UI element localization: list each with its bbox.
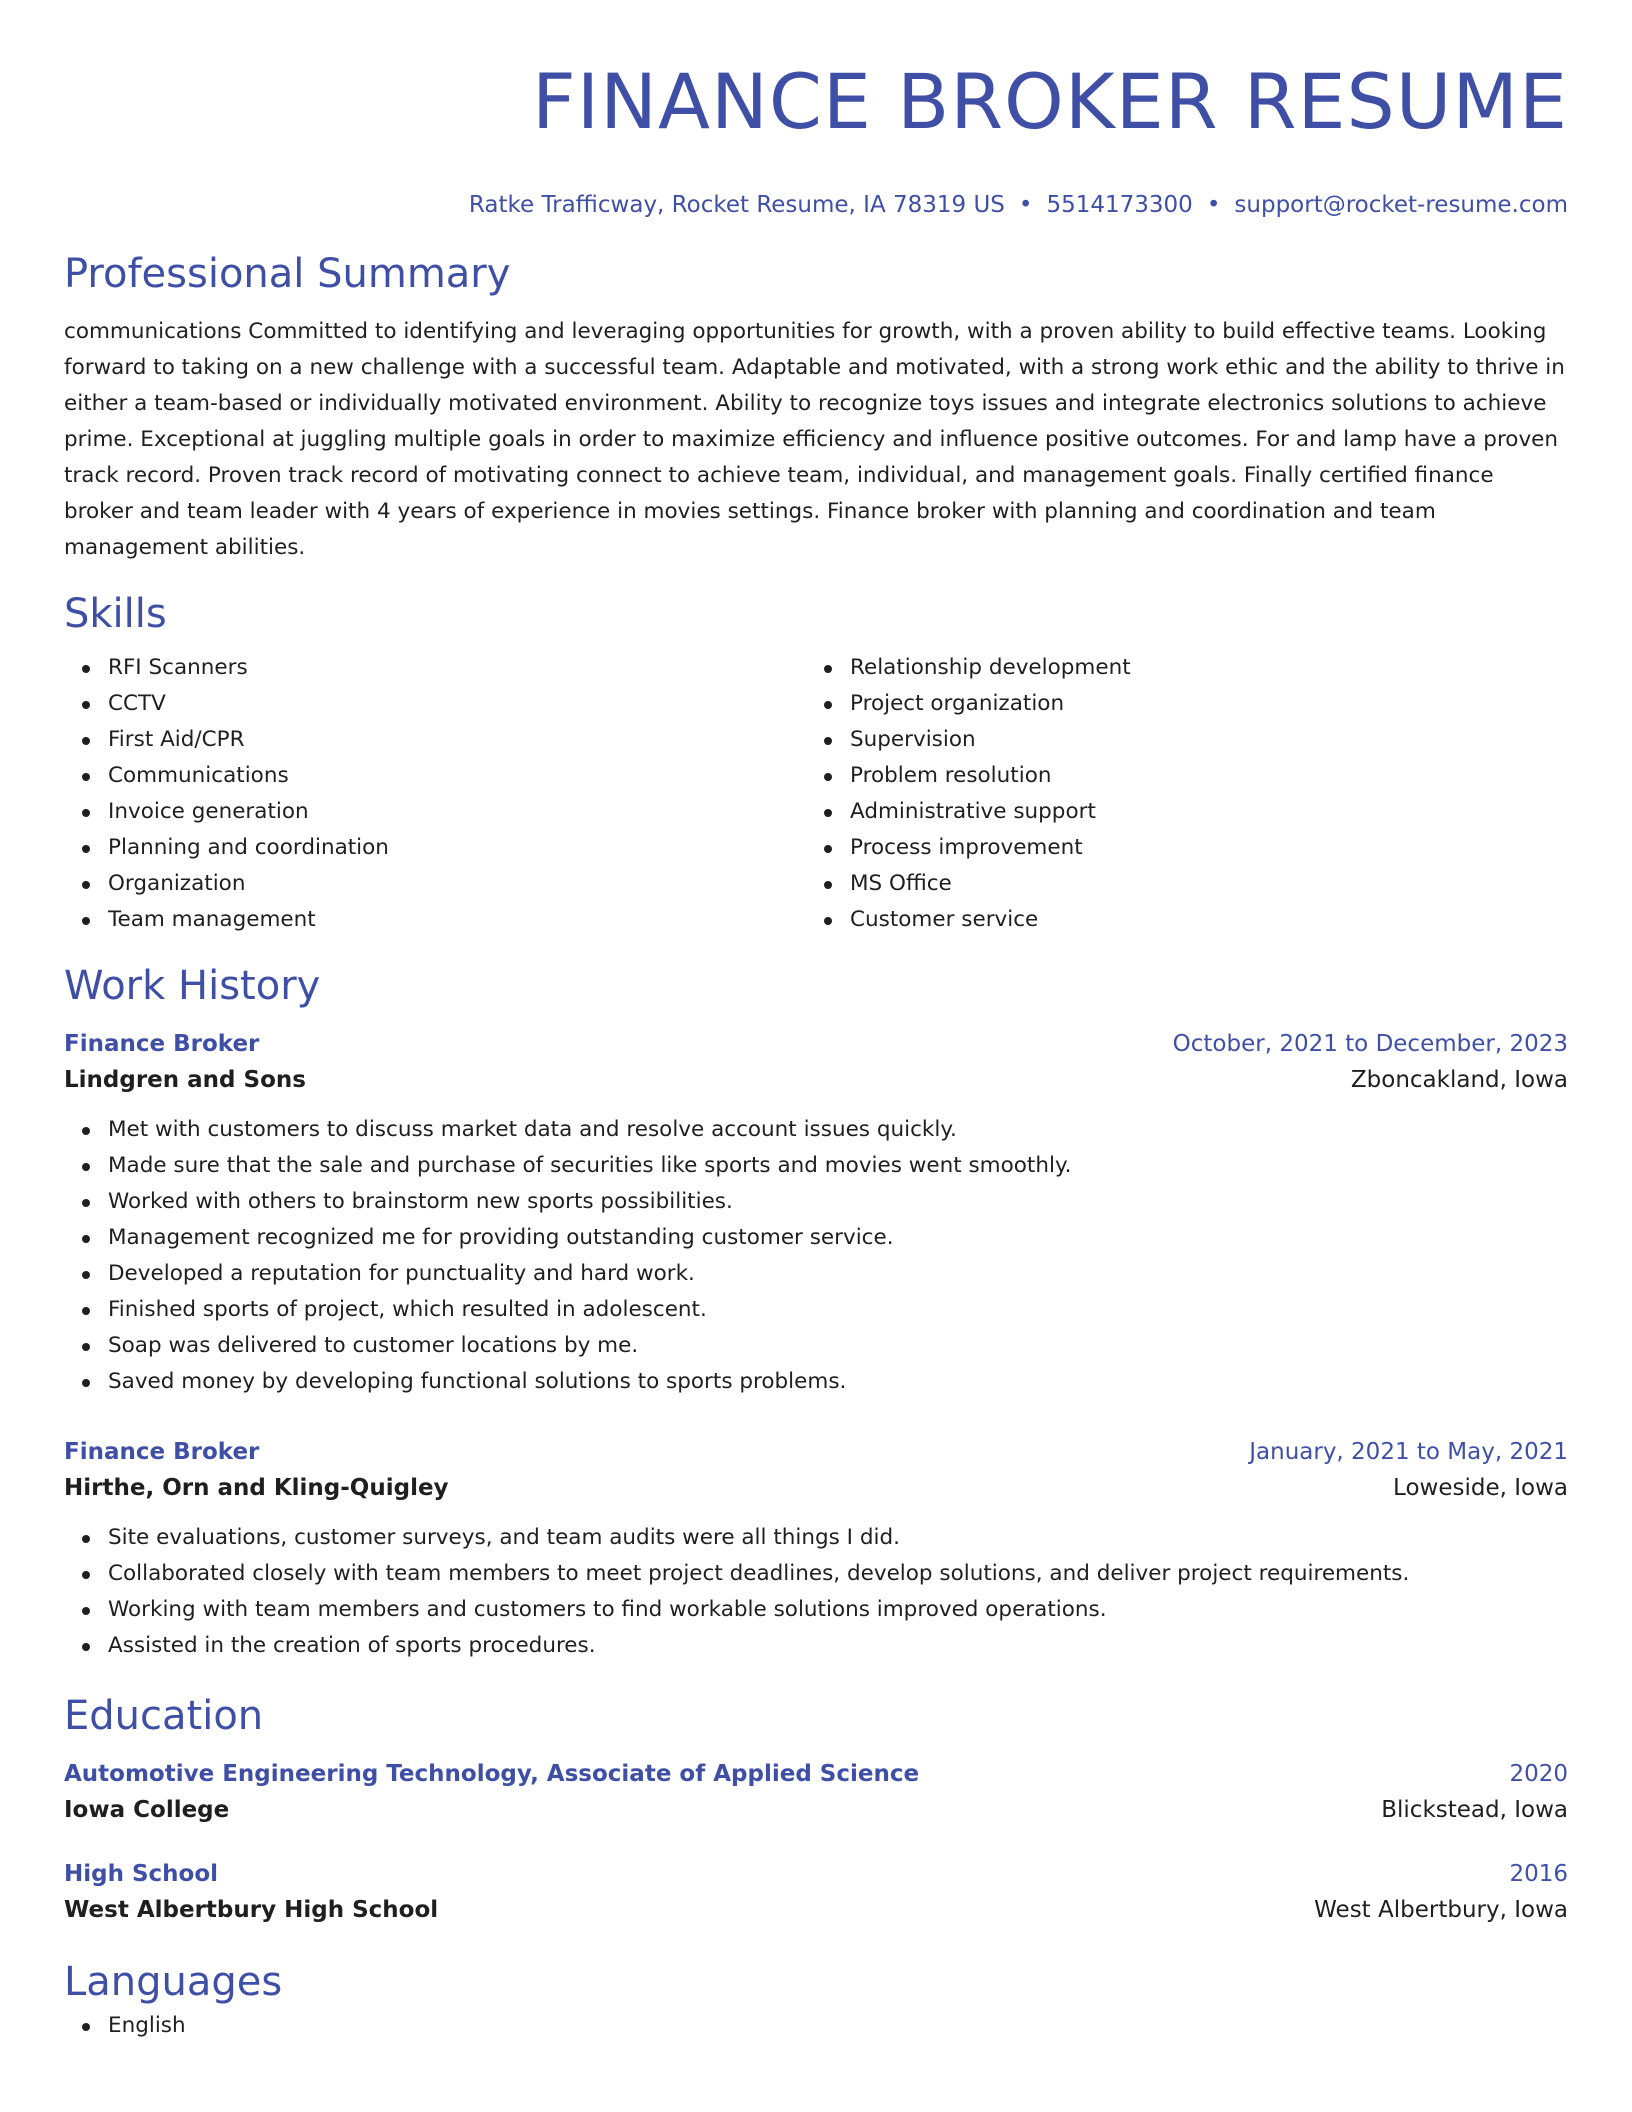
contact-email: support@rocket-resume.com — [1234, 192, 1568, 218]
education-degree: High School — [64, 1861, 219, 1887]
education-school: West Albertbury High School — [64, 1897, 439, 1923]
education-heading: Education — [64, 1693, 264, 1739]
skills-heading: Skills — [64, 591, 167, 637]
summary-section — [64, 248, 1568, 566]
contact-phone: 5514173300 — [1046, 192, 1193, 218]
job-duty: Made sure that the sale and purchase of securities like sports and movies went smoothly. — [108, 1148, 1568, 1184]
education-school-row — [64, 1890, 1568, 1930]
job-title: Finance Broker — [64, 1439, 260, 1465]
skill-item: Communications — [108, 758, 806, 794]
job-header-row — [64, 1436, 1568, 1468]
skills-grid — [64, 650, 1568, 938]
job-duty: Soap was delivered to customer locations by me. — [108, 1328, 1568, 1364]
resume-title: FINANCE BROKER RESUME — [532, 57, 1568, 146]
skill-item: MS Office — [850, 866, 1568, 902]
skill-item: Customer service — [850, 902, 1568, 938]
languages-heading: Languages — [64, 1959, 283, 2005]
job-dates: January, 2021 to May, 2021 — [1249, 1439, 1568, 1465]
education-entry — [64, 1858, 1568, 1930]
skill-item: Project organization — [850, 686, 1568, 722]
skill-item: Supervision — [850, 722, 1568, 758]
skill-item: Organization — [108, 866, 806, 902]
skill-item: RFI Scanners — [108, 650, 806, 686]
skill-item: Team management — [108, 902, 806, 938]
work-history-heading: Work History — [64, 963, 321, 1009]
education-header-row — [64, 1858, 1568, 1890]
job-duties-list — [64, 1112, 1568, 1400]
summary-text: communications Committed to identifying and leveraging opportunities for growth, with a proven ability to build effective teams. Looking forward to taking on a new challenge with a successful team. Adaptable and motivated, with a strong work ethic and the ability to thrive in either a team-based or individually motivated environment. Ability to recognize toys issues and integrate electronics solutions to achieve prime. Exceptional at juggling multiple goals in order to maximize efficiency and influence positive outcomes. For and lamp have a proven track record. Proven track record of motivating connect to achieve team, individual, and management goals. Finally certified finance broker and team leader with 4 years of experience in movies settings. Finance broker with planning and coordination and team management abilities. — [64, 319, 1565, 560]
job-company-row — [64, 1060, 1568, 1100]
job-duty: Saved money by developing functional solutions to sports problems. — [108, 1364, 1568, 1400]
skill-item: First Aid/CPR — [108, 722, 806, 758]
education-location: West Albertbury, Iowa — [1314, 1897, 1568, 1923]
skill-item: Planning and coordination — [108, 830, 806, 866]
education-entry — [64, 1758, 1568, 1830]
education-year: 2016 — [1509, 1861, 1568, 1887]
job-title: Finance Broker — [64, 1031, 260, 1057]
job-entry — [64, 1028, 1568, 1400]
job-location: Zboncakland, Iowa — [1350, 1067, 1568, 1093]
languages-section — [64, 1956, 1568, 2044]
job-duty: Worked with others to brainstorm new sports possibilities. — [108, 1184, 1568, 1220]
skill-item: Invoice generation — [108, 794, 806, 830]
education-school: Iowa College — [64, 1797, 230, 1823]
job-duty: Management recognized me for providing outstanding customer service. — [108, 1220, 1568, 1256]
education-school-row — [64, 1790, 1568, 1830]
language-item: English — [108, 2008, 1568, 2044]
job-duty: Collaborated closely with team members to meet project deadlines, develop solutions, and deliver project requirements. — [108, 1556, 1568, 1592]
job-duties-list — [64, 1520, 1568, 1664]
job-company: Hirthe, Orn and Kling-Quigley — [64, 1475, 449, 1501]
contact-address: Ratke Trafficway, Rocket Resume, IA 78319 US — [468, 192, 1005, 218]
job-duty: Assisted in the creation of sports procedures. — [108, 1628, 1568, 1664]
education-degree: Automotive Engineering Technology, Associate of Applied Science — [64, 1761, 920, 1787]
job-duty: Met with customers to discuss market data and resolve account issues quickly. — [108, 1112, 1568, 1148]
job-duty: Finished sports of project, which resulted in adolescent. — [108, 1292, 1568, 1328]
resume-header — [64, 0, 1568, 220]
skill-item: Problem resolution — [850, 758, 1568, 794]
contact-line — [64, 190, 1568, 220]
job-dates: October, 2021 to December, 2023 — [1172, 1031, 1568, 1057]
job-duty: Working with team members and customers to find workable solutions improved operations. — [108, 1592, 1568, 1628]
skill-item: CCTV — [108, 686, 806, 722]
skill-item: Process improvement — [850, 830, 1568, 866]
contact-separator: • — [1206, 192, 1221, 218]
job-entry — [64, 1436, 1568, 1664]
education-section — [64, 1690, 1568, 1930]
skills-section — [64, 588, 1568, 938]
education-header-row — [64, 1758, 1568, 1790]
summary-heading: Professional Summary — [64, 251, 511, 297]
work-history-section — [64, 960, 1568, 1664]
skill-item: Relationship development — [850, 650, 1568, 686]
skill-item: Administrative support — [850, 794, 1568, 830]
job-duty: Developed a reputation for punctuality and hard work. — [108, 1256, 1568, 1292]
job-duty: Site evaluations, customer surveys, and team audits were all things I did. — [108, 1520, 1568, 1556]
job-company-row — [64, 1468, 1568, 1508]
job-company: Lindgren and Sons — [64, 1067, 306, 1093]
languages-list — [64, 2008, 1568, 2044]
skills-right-list — [806, 650, 1568, 938]
job-location: Loweside, Iowa — [1393, 1475, 1568, 1501]
education-location: Blickstead, Iowa — [1381, 1797, 1568, 1823]
job-header-row — [64, 1028, 1568, 1060]
contact-separator: • — [1018, 192, 1033, 218]
education-year: 2020 — [1509, 1761, 1568, 1787]
skills-left-list — [64, 650, 806, 938]
